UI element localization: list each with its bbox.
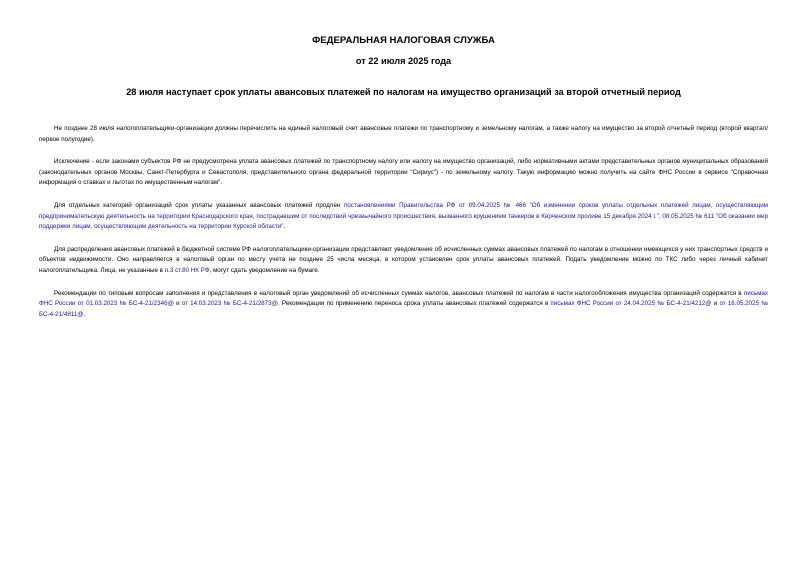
fns-letter-link-4811[interactable]: от 16.05.2025 № БС-4-21/4811@ <box>39 300 768 318</box>
document-title: 28 июля наступает срок уплаты авансовых платежей по налогам на имущество организаций за второй отчетный период <box>126 87 681 97</box>
document-date: от 22 июля 2025 года <box>355 56 452 66</box>
fns-letter-link-4212[interactable]: письмах ФНС России от 24.04.2025 № БС-4-21/4212@ <box>550 300 712 308</box>
paragraph-text: Для распределения авансовых платежей в бюджетной системе РФ налогоплательщики-организации представляют уведомление об исчисленных суммах авансовых платежей по налогам в отношении имеющихся у них транспортных средств и объектов недвижимости. Оно направляется в налоговый орган по месту учета не позднее 25 числа месяца, в котором установлен срок уплаты авансовых платежей. Подать уведомление можно по ТКС либо через личный кабинет налогоплательщика. Лица, не указанные в <box>39 245 768 274</box>
fns-letter-link-2873[interactable]: от 14.03.2023 № БС-4-21/2873@ <box>181 300 278 308</box>
paragraph-recommendations <box>39 289 768 321</box>
fns-letter-link-2346[interactable]: письмах ФНС России от 01.03.2023 № БС-4-21/2346@ <box>39 289 768 308</box>
paragraph-exception <box>39 157 768 189</box>
paragraph-text: и <box>711 300 720 308</box>
paragraph-text: . Рекомендации по применению переноса срока уплаты авансовых платежей содержатся в <box>277 300 551 308</box>
paragraph-text: Исключение - если законами субъектов РФ не предусмотрена уплата авансовых платежей по транспортному налогу или налогу на имущество организаций, либо нормативными актами представительных органов муниципальных образований (законодательных органов Москвы, Санкт-Петербурга и Севастополя, представительного органа федеральной территории "Сириус") - по земельному налогу. Такую информацию можно получить на сайте ФНС России в сервисе "Справочная информация о ставках и льготах по имущественным налогам". <box>39 158 768 187</box>
paragraph-text: Рекомендации по типовым вопросам заполнения и представления в налоговый орган уведомлений об исчисленных суммах налогов, авансовых платежей по налогам в части налогообложения имущества организаций содержатся в <box>54 289 744 297</box>
paragraph-text: . <box>283 223 286 231</box>
paragraph-text: . <box>83 310 86 318</box>
paragraph-text: Не позднее 28 июля налогоплательщики-организации должны перечислить на единый налоговый счет авансовые платежи по транспортному и земельному налогам, а также налогу на имущество за второй отчетный период (второй квартал/первое полугодие). <box>39 125 768 143</box>
paragraph-deadline <box>39 124 768 145</box>
paragraph-text: Для отдельных категорий организаций срок уплаты указанных авансовых платежей продлен <box>54 201 344 209</box>
paragraph-extension <box>39 201 768 233</box>
paragraph-notification <box>39 245 768 277</box>
tax-code-article-link[interactable]: п.3 ст.80 НК РФ <box>164 266 210 274</box>
document-body <box>39 124 768 332</box>
paragraph-text: , могут сдать уведомление на бумаге. <box>209 266 320 274</box>
government-resolutions-link[interactable]: постановлениями Правительства РФ от 09.04.2025 № 466 "Об изменении сроков уплаты отдельных платежей лицам, осуществляющим предпринимательскую деятельность на территории Краснодарского края, пострадавшим от последствий чрезвычайного происшествия, вызванного крушением танкеров в Керченском проливе 15 декабря 2024 г.", 08.05.2025 № 611 "Об оказании мер поддержки лицам, осуществляющим деятельность на территории Курской области" <box>39 201 768 231</box>
paragraph-text: и <box>173 300 182 308</box>
agency-name: ФЕДЕРАЛЬНАЯ НАЛОГОВАЯ СЛУЖБА <box>312 35 495 46</box>
